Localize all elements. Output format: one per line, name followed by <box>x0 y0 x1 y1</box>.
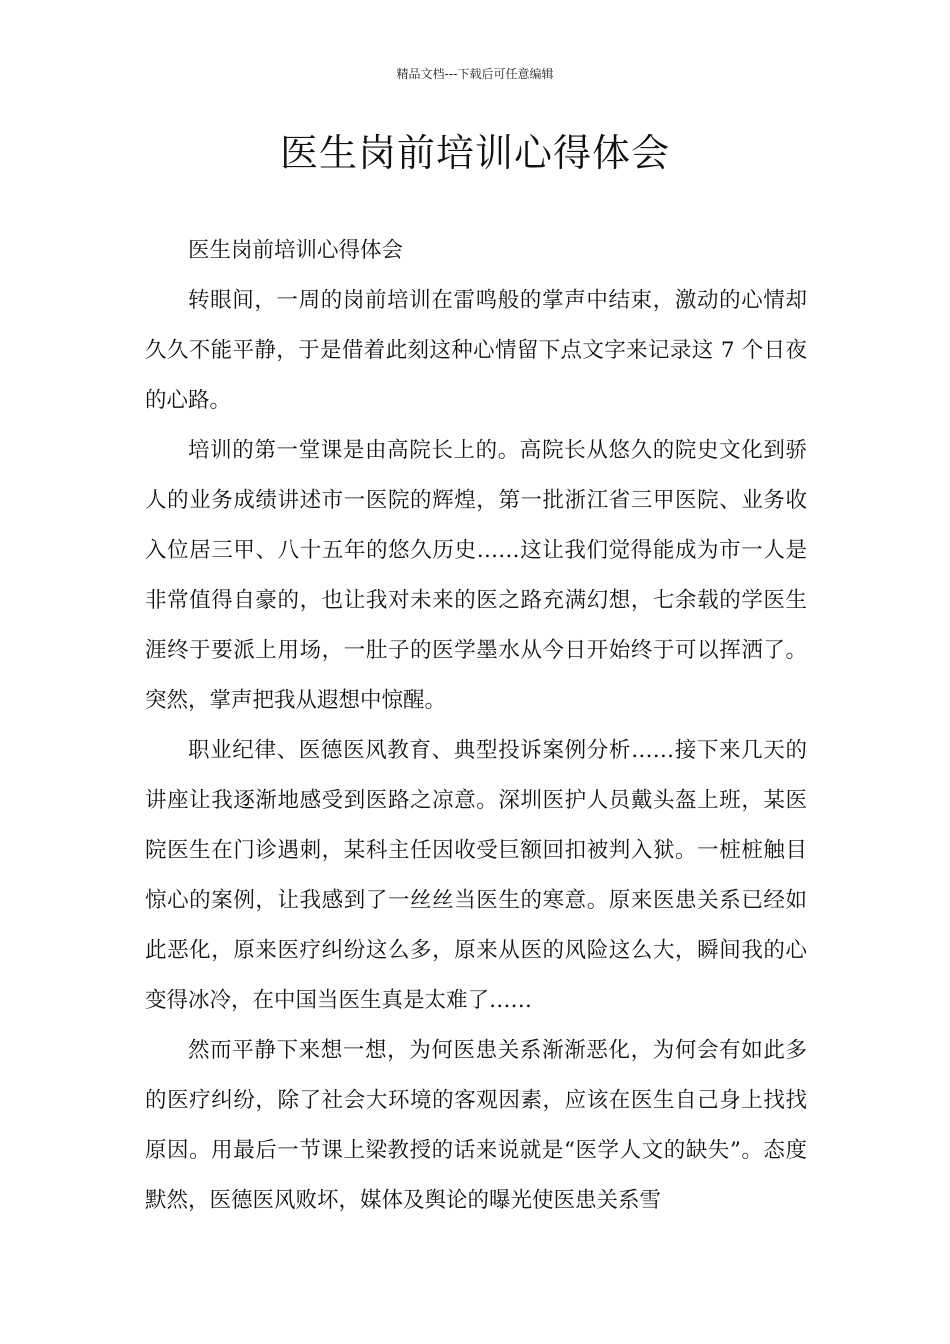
page-header: 精品文档---下载后可任意编辑 <box>396 67 554 81</box>
document-body <box>145 226 807 1226</box>
paragraph: 转眼间，一周的岗前培训在雷鸣般的掌声中结束，激动的心情却久久不能平静，于是借着此刻这种心情留下点文字来记录这 7 个日夜的心路。 <box>145 288 807 413</box>
document-title: 医生岗前培训心得体会 <box>279 131 670 175</box>
paragraph: 职业纪律、医德医风教育、典型投诉案例分析……接下来几天的讲座让我逐渐地感受到医路之凉意。深圳医护人员戴头盔上班，某医院医生在门诊遇刺，某科主任因收受巨额回扣被判入狱。一桩桩触目惊心的案例，让我感到了一丝丝当医生的寒意。原来医患关系已经如此恶化，原来医疗纠纷这么多，原来从医的风险这么大，瞬间我的心变得冰冷，在中国当医生真是太难了…… <box>145 738 807 1013</box>
paragraph: 培训的第一堂课是由高院长上的。高院长从悠久的院史文化到骄人的业务成绩讲述市一医院的辉煌，第一批浙江省三甲医院、业务收入位居三甲、八十五年的悠久历史……这让我们觉得能成为市一人是非常值得自豪的，也让我对未来的医之路充满幻想，七余载的学医生涯终于要派上用场，一肚子的医学墨水从今日开始终于可以挥洒了。突然，掌声把我从遐想中惊醒。 <box>145 438 807 713</box>
paragraph: 然而平静下来想一想，为何医患关系渐渐恶化，为何会有如此多的医疗纠纷，除了社会大环境的客观因素，应该在医生自己身上找找原因。用最后一节课上梁教授的话来说就是“医学人文的缺失”。态度默然，医德医风败坏，媒体及舆论的曝光使医患关系雪 <box>145 1038 807 1213</box>
paragraph-subtitle: 医生岗前培训心得体会 <box>188 238 404 263</box>
